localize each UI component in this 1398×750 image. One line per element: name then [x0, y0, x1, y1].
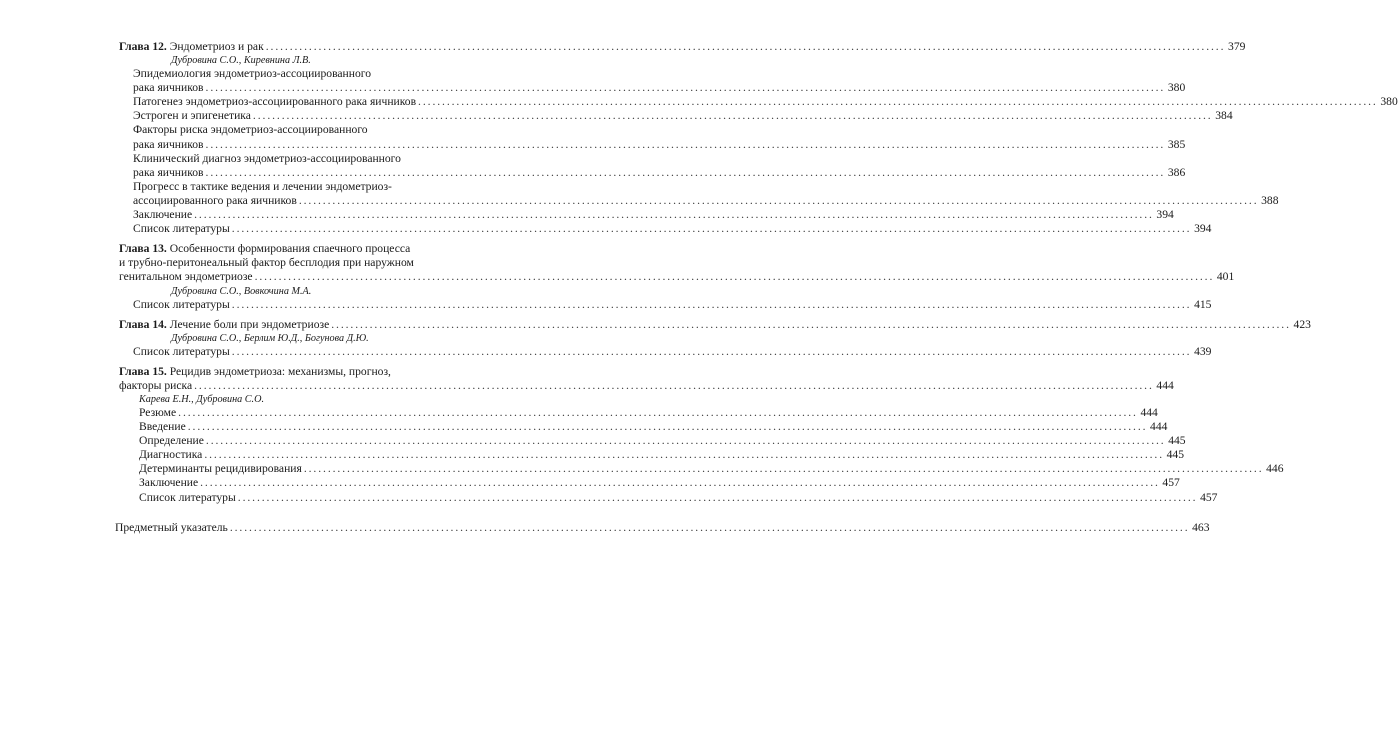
- section-title: Патогенез эндометриоз-ассоциированного рака яичников: [133, 95, 417, 109]
- section-title: рака яичников: [133, 165, 204, 179]
- section-title: рака яичников: [133, 81, 204, 95]
- toc-section-entry: [119, 434, 1186, 448]
- dot-leader: ........................................................................................................................................................................................................: [204, 448, 1165, 462]
- toc-section-entry: [119, 123, 1186, 151]
- page-number: 445: [1168, 434, 1186, 448]
- dot-leader: ........................................................................................................................................................................................................: [254, 270, 1215, 284]
- page-number: 415: [1194, 297, 1212, 311]
- chapter-13: [119, 242, 1235, 311]
- dot-leader: ........................................................................................................................................................................................................: [418, 95, 1378, 109]
- chapter-authors: Дубровина С.О., Вовкочина М.А.: [171, 285, 312, 297]
- page-number: 444: [1150, 420, 1168, 434]
- toc-section-entry: [119, 448, 1185, 462]
- toc-section-entry: [119, 420, 1168, 434]
- page-number: 401: [1216, 270, 1235, 284]
- page-number: 457: [1200, 490, 1218, 504]
- chapter-number: Глава 12.: [119, 40, 167, 53]
- toc-section-entry: [119, 476, 1180, 490]
- section-title: Список литературы: [133, 344, 230, 358]
- index-title: Предметный указатель: [115, 520, 228, 534]
- page-number: 388: [1261, 193, 1279, 207]
- section-title-line: Клинический диагноз эндометриоз-ассоциированного: [133, 151, 401, 165]
- section-title: Заключение: [139, 476, 199, 490]
- page-number: 457: [1162, 476, 1180, 490]
- toc-section-entry: [119, 67, 1186, 95]
- page-number: 439: [1194, 344, 1212, 358]
- dot-leader: ........................................................................................................................................................................................................: [205, 137, 1166, 151]
- page-number: 446: [1266, 462, 1284, 476]
- page-number: 379: [1228, 40, 1246, 53]
- chapter-authors: Дубровина С.О., Берлим Ю.Д., Богунова Д.Ю.: [171, 332, 369, 344]
- section-title: Список литературы: [133, 297, 230, 311]
- toc-section-entry: [119, 222, 1212, 236]
- section-title-line: Эпидемиология эндометриоз-ассоциированного: [133, 67, 372, 81]
- page-number: 445: [1166, 448, 1185, 462]
- chapter-title: Эндометриоз и рак: [169, 40, 264, 53]
- chapter-title: Особенности формирования спаечного процесса: [169, 242, 411, 256]
- page-number: 444: [1140, 405, 1158, 419]
- dot-leader: ........................................................................................................................................................................................................: [178, 405, 1138, 419]
- chapter-number: Глава 13.: [119, 242, 167, 256]
- chapter-12-sections: [119, 67, 1398, 236]
- dot-leader: ........................................................................................................................................................................................................: [200, 476, 1160, 490]
- dot-leader: ........................................................................................................................................................................................................: [187, 420, 1148, 434]
- dot-leader: ........................................................................................................................................................................................................: [298, 193, 1259, 207]
- chapter-15-sections: [119, 405, 1284, 505]
- chapter-15: [119, 364, 1284, 505]
- section-title: Диагностика: [139, 448, 203, 462]
- chapter-title: Рецидив эндометриоза: механизмы, прогноз,: [169, 364, 391, 378]
- subject-index-entry: [115, 520, 1210, 535]
- section-title: Эстроген и эпигенетика: [133, 109, 251, 123]
- chapter-title: Лечение боли при эндометриозе: [169, 317, 330, 331]
- dot-leader: ........................................................................................................................................................................................................: [194, 378, 1154, 392]
- chapter-title-continued: факторы риска: [119, 378, 193, 392]
- toc-section-entry: [119, 490, 1218, 505]
- dot-leader: ........................................................................................................................................................................................................: [194, 208, 1154, 222]
- dot-leader: ........................................................................................................................................................................................................: [205, 165, 1166, 179]
- chapter-number: Глава 14.: [119, 317, 167, 331]
- dot-leader: ........................................................................................................................................................................................................: [205, 81, 1166, 95]
- dot-leader: ........................................................................................................................................................................................................: [303, 462, 1264, 476]
- page-number: 463: [1192, 520, 1210, 534]
- section-title: Введение: [139, 420, 186, 434]
- chapter-12: [119, 40, 1398, 236]
- toc-section-entry: [119, 109, 1233, 123]
- section-title: Детерминанты рецидивирования: [139, 462, 302, 476]
- dot-leader: ........................................................................................................................................................................................................: [231, 344, 1192, 358]
- page-number: 386: [1167, 165, 1186, 179]
- chapter-authors: Дубровина С.О., Киревнина Л.В.: [171, 55, 311, 67]
- page-number: 380: [1380, 95, 1398, 109]
- page-number: 423: [1293, 317, 1311, 331]
- toc-section-entry: [119, 208, 1174, 222]
- section-title-line: Факторы риска эндометриоз-ассоциированного: [133, 123, 368, 137]
- dot-leader: ........................................................................................................................................................................................................: [265, 40, 1226, 53]
- toc-section-entry: [119, 405, 1158, 420]
- chapter-13-heading-last: [119, 270, 1235, 284]
- toc-section-entry: [119, 95, 1398, 109]
- chapter-12-heading: [119, 40, 1246, 54]
- dot-leader: ........................................................................................................................................................................................................: [331, 317, 1291, 331]
- page-number: 384: [1215, 109, 1233, 123]
- chapter-number: Глава 15.: [119, 364, 167, 378]
- section-title: Определение: [139, 434, 204, 448]
- chapter-14-heading: [119, 317, 1311, 332]
- page-number: 380: [1167, 81, 1186, 95]
- toc-section-entry: [119, 179, 1279, 208]
- dot-leader: ........................................................................................................................................................................................................: [231, 222, 1192, 236]
- page-number: 394: [1156, 208, 1174, 222]
- chapter-14-sections: [119, 344, 1212, 359]
- section-title: Резюме: [139, 405, 177, 419]
- toc-section-entry: [119, 297, 1212, 312]
- dot-leader: ........................................................................................................................................................................................................: [205, 434, 1166, 448]
- table-of-contents: [115, 40, 1398, 535]
- chapter-authors: Карева Е.Н., Дубровина С.О.: [139, 393, 265, 405]
- page-number: 444: [1156, 378, 1174, 392]
- section-title: ассоциированного рака яичников: [133, 193, 297, 207]
- chapter-title-continued: и трубно-перитонеальный фактор бесплодия при наружном: [119, 256, 414, 270]
- dot-leader: ........................................................................................................................................................................................................: [237, 490, 1198, 504]
- chapter-15-heading-last: [119, 378, 1174, 393]
- chapter-13-sections: [119, 297, 1212, 312]
- toc-section-entry: [119, 344, 1212, 359]
- section-title-line: Прогресс в тактике ведения и лечении эндометриоз-: [133, 179, 392, 193]
- chapter-14: [119, 317, 1311, 359]
- dot-leader: ........................................................................................................................................................................................................: [252, 109, 1213, 123]
- page-number: 394: [1194, 222, 1212, 236]
- page-number: 385: [1167, 137, 1186, 151]
- section-title: Заключение: [133, 208, 193, 222]
- toc-section-entry: [119, 151, 1186, 180]
- section-title: Список литературы: [139, 490, 236, 504]
- section-title: Список литературы: [133, 222, 230, 236]
- dot-leader: ........................................................................................................................................................................................................: [231, 297, 1192, 311]
- toc-section-entry: [119, 462, 1284, 476]
- dot-leader: ........................................................................................................................................................................................................: [229, 520, 1190, 534]
- section-title: рака яичников: [133, 137, 204, 151]
- chapter-title-continued: генитальном эндометриозе: [119, 270, 253, 284]
